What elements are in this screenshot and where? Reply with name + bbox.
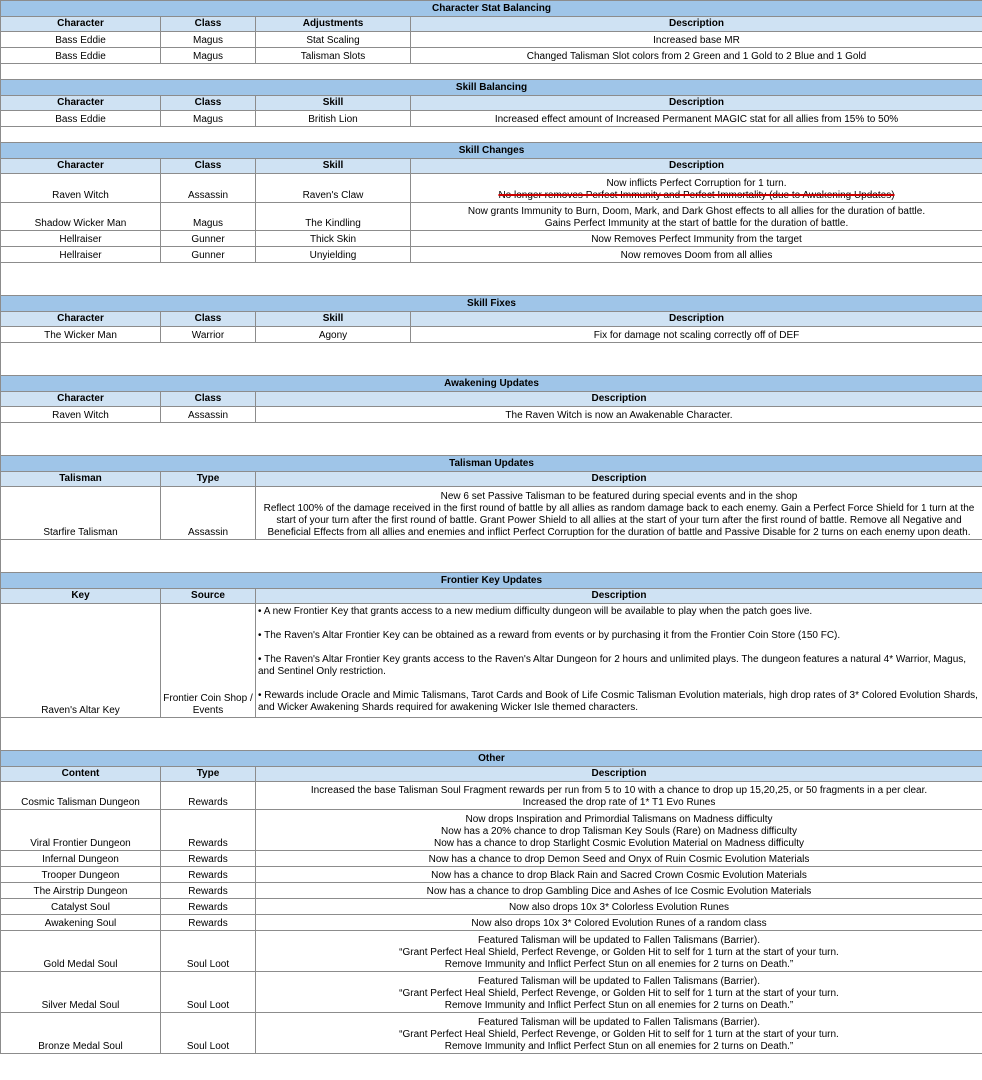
spacer-row [1,64,982,80]
cell-content: Catalyst Soul [1,899,161,915]
spacer-row [1,718,982,751]
description-line: Remove Immunity and Inflict Perfect Stun on all enemies for 2 turns on Death.” [444,1041,794,1052]
table-row [1,867,982,883]
cell-description [256,1013,982,1054]
header-cell: Skill [256,96,411,111]
bullet-item: • Rewards include Oracle and Mimic Talismans, Tarot Cards and Book of Life Cosmic Talisman Evolution materials, high drop rates of 3* Colored Evolution Shards, and Wicker Awakening Shards required for awakening Wicker Isle themed characters. [258,690,978,713]
cell-description: Increased effect amount of Increased Permanent MAGIC stat for all allies from 15% to 50% [411,111,982,127]
cell-type: Rewards [161,851,256,867]
header-row [1,159,982,174]
cell-content: Viral Frontier Dungeon [1,810,161,851]
cell-type: Soul Loot [161,972,256,1013]
bullet-item: • A new Frontier Key that grants access to a new medium difficulty dungeon will be available to play when the patch goes live. [258,606,813,617]
description-line: Featured Talisman will be updated to Fallen Talismans (Barrier). [478,935,760,946]
cell-description: Now also drops 10x 3* Colorless Evolution Runes [256,899,982,915]
cell-type: Rewards [161,883,256,899]
header-row [1,472,982,487]
description-line: Now has a 20% chance to drop Talisman Key Souls (Rare) on Madness difficulty [441,826,797,837]
cell-skill: Raven's Claw [256,174,411,203]
cell-content: Awakening Soul [1,915,161,931]
section-title-stat-balancing: Character Stat Balancing [1,1,982,17]
description-line: Reflect 100% of the damage received in the first round of battle by all allies as random damage back to each enemy. Gain a Perfect Force Shield for 1 turn at the start of your turn after the first round of battle. Grant Power Shield to all allies at the start of your turn after the first round of battle. Remove all Negative and Beneficial Effects from all allies and enemies and inflict Perfect Corruption for the duration of battle and Passive Disable for 2 turns on each enemy upon death. [263,503,975,538]
section-title-row [1,456,982,472]
cell-skill: Agony [256,327,411,343]
description-line: Gains Perfect Immunity at the start of battle for the duration of battle. [544,218,849,229]
cell-description: Now Removes Perfect Immunity from the target [411,231,982,247]
cell-content: Cosmic Talisman Dungeon [1,782,161,810]
section-title-row [1,573,982,589]
spacer-row [1,423,982,456]
cell-description [256,782,982,810]
table-row [1,203,982,231]
cell-description [256,972,982,1013]
cell-description [411,174,982,203]
cell-source: Frontier Coin Shop / Events [161,604,256,718]
header-cell: Type [161,472,256,487]
header-cell: Description [411,159,982,174]
cell-description: The Raven Witch is now an Awakenable Character. [256,407,982,423]
header-cell: Class [161,312,256,327]
table-row [1,1013,982,1054]
section-title-skill-balancing: Skill Balancing [1,80,982,96]
header-cell: Description [411,17,982,32]
header-cell: Source [161,589,256,604]
section-title-row [1,296,982,312]
struck-description-line: No longer removes Perfect Immunity and Perfect Immortality (due to Awakening Updates) [498,190,895,201]
description-line: Now has a chance to drop Starlight Cosmic Evolution Material on Madness difficulty [434,838,804,849]
cell-description: Now has a chance to drop Black Rain and Sacred Crown Cosmic Evolution Materials [256,867,982,883]
cell-character: Hellraiser [1,231,161,247]
cell-class: Magus [161,203,256,231]
cell-description [256,931,982,972]
description-line: Now inflicts Perfect Corruption for 1 turn. [606,178,787,189]
spacer-row [1,127,982,143]
cell-type: Soul Loot [161,931,256,972]
header-row [1,392,982,407]
description-line: Now grants Immunity to Burn, Doom, Mark, and Dark Ghost effects to all allies for the duration of battle. [467,206,926,217]
cell-character: Shadow Wicker Man [1,203,161,231]
description-line: Featured Talisman will be updated to Fallen Talismans (Barrier). [478,976,760,987]
header-cell: Type [161,767,256,782]
header-row [1,767,982,782]
description-line: “Grant Perfect Heal Shield, Perfect Revenge, or Golden Hit to self for 1 turn at the start of your turn. [399,947,839,958]
header-cell: Skill [256,312,411,327]
cell-type: Soul Loot [161,1013,256,1054]
section-title-skill-fixes: Skill Fixes [1,296,982,312]
description-line: “Grant Perfect Heal Shield, Perfect Revenge, or Golden Hit to self for 1 turn at the start of your turn. [399,1029,839,1040]
header-cell: Content [1,767,161,782]
cell-adjustment: Stat Scaling [256,32,411,48]
description-line: New 6 set Passive Talisman to be featured during special events and in the shop [440,491,798,502]
cell-content: Trooper Dungeon [1,867,161,883]
table-row [1,487,982,540]
cell-skill: British Lion [256,111,411,127]
bullet-item: • The Raven's Altar Frontier Key can be obtained as a reward from events or by purchasing it from the Frontier Coin Store (150 FC). [258,630,841,641]
section-title-row [1,1,982,17]
header-cell: Description [256,589,982,604]
header-cell: Description [256,472,982,487]
cell-description: Increased base MR [411,32,982,48]
table-row [1,899,982,915]
header-cell: Talisman [1,472,161,487]
header-cell: Description [411,96,982,111]
table-row [1,782,982,810]
table-row [1,972,982,1013]
header-row [1,96,982,111]
cell-class: Warrior [161,327,256,343]
cell-character: Hellraiser [1,247,161,263]
cell-content: Gold Medal Soul [1,931,161,972]
section-title-frontier: Frontier Key Updates [1,573,982,589]
cell-skill: Unyielding [256,247,411,263]
table-row [1,32,982,48]
cell-type: Rewards [161,899,256,915]
bullet-item: • The Raven's Altar Frontier Key grants access to the Raven's Altar Dungeon for 2 hours and unlimited plays. The dungeon features a natural 4* Warrior, Magus, and Sentinel Only restriction. [258,654,967,677]
cell-class: Magus [161,48,256,64]
description-line: “Grant Perfect Heal Shield, Perfect Revenge, or Golden Hit to self for 1 turn at the start of your turn. [399,988,839,999]
cell-type: Assassin [161,487,256,540]
cell-character: Bass Eddie [1,111,161,127]
table-row [1,111,982,127]
cell-key: Raven's Altar Key [1,604,161,718]
cell-content: Bronze Medal Soul [1,1013,161,1054]
header-row [1,589,982,604]
cell-content: Infernal Dungeon [1,851,161,867]
cell-character: The Wicker Man [1,327,161,343]
table-row [1,604,982,718]
description-line: Increased the drop rate of 1* T1 Evo Runes [522,797,716,808]
cell-class: Gunner [161,247,256,263]
header-cell: Character [1,312,161,327]
header-cell: Character [1,96,161,111]
header-cell: Class [161,96,256,111]
cell-character: Bass Eddie [1,48,161,64]
table-row [1,931,982,972]
table-row [1,48,982,64]
cell-content: Silver Medal Soul [1,972,161,1013]
table-row [1,407,982,423]
table-row [1,231,982,247]
table-row [1,915,982,931]
cell-character: Raven Witch [1,174,161,203]
header-cell: Adjustments [256,17,411,32]
cell-class: Magus [161,111,256,127]
header-cell: Character [1,392,161,407]
description-line: Remove Immunity and Inflict Perfect Stun on all enemies for 2 turns on Death.” [444,1000,794,1011]
section-title-skill-changes: Skill Changes [1,143,982,159]
cell-description [256,604,982,718]
section-title-talisman: Talisman Updates [1,456,982,472]
cell-character: Bass Eddie [1,32,161,48]
header-cell: Description [256,767,982,782]
section-title-row [1,80,982,96]
cell-description: Now removes Doom from all allies [411,247,982,263]
table-row [1,174,982,203]
cell-type: Rewards [161,915,256,931]
description-line: Featured Talisman will be updated to Fallen Talismans (Barrier). [478,1017,760,1028]
spacer-row [1,540,982,573]
description-line: Remove Immunity and Inflict Perfect Stun on all enemies for 2 turns on Death.” [444,959,794,970]
header-cell: Description [256,392,982,407]
header-cell: Class [161,392,256,407]
cell-talisman: Starfire Talisman [1,487,161,540]
cell-description: Now also drops 10x 3* Colored Evolution Runes of a random class [256,915,982,931]
cell-class: Gunner [161,231,256,247]
spacer-row [1,263,982,296]
description-line: Increased the base Talisman Soul Fragment rewards per run from 5 to 10 with a chance to drop up 15,20,25, or 50 fragments in a per clear. [310,785,928,796]
cell-description [411,203,982,231]
cell-description: Now has a chance to drop Gambling Dice and Ashes of Ice Cosmic Evolution Materials [256,883,982,899]
section-title-other: Other [1,751,982,767]
cell-type: Rewards [161,810,256,851]
header-cell: Character [1,159,161,174]
header-cell: Description [411,312,982,327]
cell-adjustment: Talisman Slots [256,48,411,64]
header-row [1,17,982,32]
cell-type: Rewards [161,782,256,810]
cell-class: Magus [161,32,256,48]
section-title-awakening: Awakening Updates [1,376,982,392]
cell-content: The Airstrip Dungeon [1,883,161,899]
description-line: Now drops Inspiration and Primordial Talismans on Madness difficulty [465,814,773,825]
cell-skill: The Kindling [256,203,411,231]
table-row [1,247,982,263]
cell-class: Assassin [161,407,256,423]
cell-skill: Thick Skin [256,231,411,247]
header-row [1,312,982,327]
table-row [1,883,982,899]
header-cell: Key [1,589,161,604]
header-cell: Character [1,17,161,32]
cell-description [256,487,982,540]
section-title-row [1,751,982,767]
section-title-row [1,376,982,392]
header-cell: Skill [256,159,411,174]
cell-description: Now has a chance to drop Demon Seed and Onyx of Ruin Cosmic Evolution Materials [256,851,982,867]
table-row [1,851,982,867]
header-cell: Class [161,17,256,32]
cell-class: Assassin [161,174,256,203]
table-row [1,810,982,851]
cell-type: Rewards [161,867,256,883]
cell-description: Changed Talisman Slot colors from 2 Green and 1 Gold to 2 Blue and 1 Gold [411,48,982,64]
cell-character: Raven Witch [1,407,161,423]
table-row [1,327,982,343]
header-cell: Class [161,159,256,174]
cell-description: Fix for damage not scaling correctly off of DEF [411,327,982,343]
cell-description [256,810,982,851]
spacer-row [1,343,982,376]
section-title-row [1,143,982,159]
